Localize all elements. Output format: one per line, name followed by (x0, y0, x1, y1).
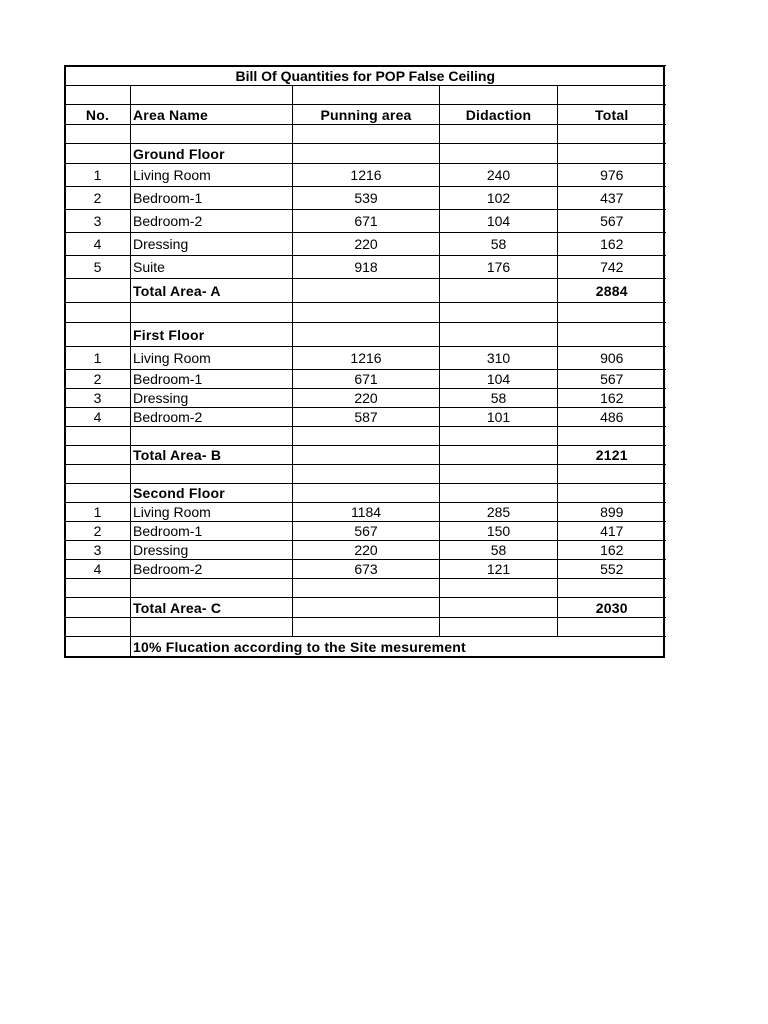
empty-cell (440, 125, 558, 144)
row-no: 1 (65, 164, 131, 187)
row-total: 567 (558, 370, 666, 389)
empty-cell (558, 465, 666, 484)
row-total: 567 (558, 210, 666, 233)
row-total: 162 (558, 389, 666, 408)
row-area-name: Living Room (131, 347, 293, 370)
empty-cell (558, 86, 666, 105)
empty-cell (558, 427, 666, 446)
note-row (65, 637, 666, 657)
row-total: 906 (558, 347, 666, 370)
section-heading-first: First Floor (131, 323, 293, 347)
empty-cell (131, 465, 293, 484)
row-area-name: Dressing (131, 541, 293, 560)
empty-cell (65, 579, 131, 598)
header-no: No. (65, 105, 131, 125)
empty-cell (131, 86, 293, 105)
empty-cell (558, 484, 666, 503)
empty-cell (293, 484, 440, 503)
empty-cell (440, 446, 558, 465)
row-area-name: Bedroom-2 (131, 210, 293, 233)
empty-cell (65, 279, 131, 303)
empty-cell (65, 446, 131, 465)
row-didaction: 104 (440, 370, 558, 389)
header-total: Total (558, 105, 666, 125)
row-didaction: 285 (440, 503, 558, 522)
row-area-name: Dressing (131, 389, 293, 408)
row-didaction: 58 (440, 233, 558, 256)
table-row (65, 541, 666, 560)
row-area-name: Bedroom-1 (131, 187, 293, 210)
row-area-name: Bedroom-1 (131, 370, 293, 389)
empty-cell (440, 144, 558, 164)
row-total: 552 (558, 560, 666, 579)
row-no: 3 (65, 541, 131, 560)
row-total: 162 (558, 541, 666, 560)
empty-cell (293, 144, 440, 164)
row-didaction: 121 (440, 560, 558, 579)
table-row (65, 347, 666, 370)
empty-cell (293, 579, 440, 598)
empty-cell (65, 86, 131, 105)
empty-cell (440, 323, 558, 347)
empty-cell (65, 637, 131, 657)
total-row (65, 598, 666, 618)
empty-cell (558, 323, 666, 347)
total-label-c: Total Area- C (131, 598, 293, 618)
table-row (65, 370, 666, 389)
row-no: 4 (65, 408, 131, 427)
row-punning: 1216 (293, 164, 440, 187)
empty-cell (440, 279, 558, 303)
row-total: 742 (558, 256, 666, 279)
empty-cell (293, 446, 440, 465)
section-heading-ground: Ground Floor (131, 144, 293, 164)
row-no: 2 (65, 522, 131, 541)
row-punning: 587 (293, 408, 440, 427)
row-punning: 567 (293, 522, 440, 541)
row-total: 486 (558, 408, 666, 427)
empty-cell (440, 465, 558, 484)
row-area-name: Living Room (131, 503, 293, 522)
row-no: 3 (65, 210, 131, 233)
row-no: 2 (65, 370, 131, 389)
row-didaction: 310 (440, 347, 558, 370)
sheet-title: Bill Of Quantities for POP False Ceiling (65, 66, 666, 86)
empty-cell (65, 323, 131, 347)
empty-cell (293, 303, 440, 323)
empty-cell (131, 579, 293, 598)
empty-cell (293, 427, 440, 446)
row-didaction: 240 (440, 164, 558, 187)
empty-cell (440, 598, 558, 618)
row-didaction: 176 (440, 256, 558, 279)
empty-cell (293, 598, 440, 618)
row-punning: 671 (293, 210, 440, 233)
row-total: 976 (558, 164, 666, 187)
empty-cell (558, 144, 666, 164)
empty-cell (131, 125, 293, 144)
row-no: 4 (65, 560, 131, 579)
empty-cell (440, 484, 558, 503)
empty-cell (293, 618, 440, 637)
section-heading-second: Second Floor (131, 484, 293, 503)
header-punning: Punning area (293, 105, 440, 125)
row-punning: 673 (293, 560, 440, 579)
empty-cell (440, 303, 558, 323)
row-no: 3 (65, 389, 131, 408)
row-total: 899 (558, 503, 666, 522)
row-didaction: 101 (440, 408, 558, 427)
row-punning: 220 (293, 233, 440, 256)
header-didaction: Didaction (440, 105, 558, 125)
empty-cell (293, 323, 440, 347)
empty-cell (440, 86, 558, 105)
empty-cell (131, 618, 293, 637)
empty-cell (65, 618, 131, 637)
table-row (65, 560, 666, 579)
row-no: 1 (65, 347, 131, 370)
empty-cell (65, 144, 131, 164)
empty-cell (293, 279, 440, 303)
empty-cell (440, 427, 558, 446)
empty-cell (293, 125, 440, 144)
table-row (65, 408, 666, 427)
row-didaction: 58 (440, 389, 558, 408)
header-area-name: Area Name (131, 105, 293, 125)
table-row (65, 210, 666, 233)
empty-cell (558, 618, 666, 637)
empty-cell (65, 598, 131, 618)
table-row (65, 503, 666, 522)
row-no: 4 (65, 233, 131, 256)
empty-cell (558, 303, 666, 323)
row-area-name: Living Room (131, 164, 293, 187)
empty-cell (558, 125, 666, 144)
table-row (65, 389, 666, 408)
header-row (65, 105, 666, 125)
row-punning: 1184 (293, 503, 440, 522)
row-area-name: Bedroom-2 (131, 408, 293, 427)
row-punning: 918 (293, 256, 440, 279)
row-total: 162 (558, 233, 666, 256)
empty-cell (558, 579, 666, 598)
row-total: 437 (558, 187, 666, 210)
empty-cell (131, 427, 293, 446)
row-didaction: 104 (440, 210, 558, 233)
row-area-name: Suite (131, 256, 293, 279)
row-punning: 539 (293, 187, 440, 210)
table-row (65, 164, 666, 187)
row-didaction: 150 (440, 522, 558, 541)
empty-cell (65, 303, 131, 323)
total-value-a: 2884 (558, 279, 666, 303)
row-didaction: 102 (440, 187, 558, 210)
row-no: 1 (65, 503, 131, 522)
row-no: 5 (65, 256, 131, 279)
empty-cell (65, 427, 131, 446)
empty-cell (293, 86, 440, 105)
row-didaction: 58 (440, 541, 558, 560)
total-value-b: 2121 (558, 446, 666, 465)
row-punning: 671 (293, 370, 440, 389)
total-label-a: Total Area- A (131, 279, 293, 303)
empty-cell (131, 303, 293, 323)
total-label-b: Total Area- B (131, 446, 293, 465)
empty-cell (65, 465, 131, 484)
total-row (65, 446, 666, 465)
boq-table (64, 65, 666, 657)
row-area-name: Dressing (131, 233, 293, 256)
table-row (65, 522, 666, 541)
row-total: 417 (558, 522, 666, 541)
total-row (65, 279, 666, 303)
row-area-name: Bedroom-1 (131, 522, 293, 541)
empty-cell (440, 579, 558, 598)
table-row (65, 256, 666, 279)
row-punning: 1216 (293, 347, 440, 370)
table-row (65, 187, 666, 210)
row-area-name: Bedroom-2 (131, 560, 293, 579)
row-no: 2 (65, 187, 131, 210)
empty-cell (440, 618, 558, 637)
empty-cell (293, 465, 440, 484)
row-punning: 220 (293, 389, 440, 408)
empty-cell (65, 484, 131, 503)
table-row (65, 233, 666, 256)
fluctuation-note: 10% Flucation according to the Site mesurement (131, 637, 666, 657)
row-punning: 220 (293, 541, 440, 560)
empty-cell (65, 125, 131, 144)
total-value-c: 2030 (558, 598, 666, 618)
